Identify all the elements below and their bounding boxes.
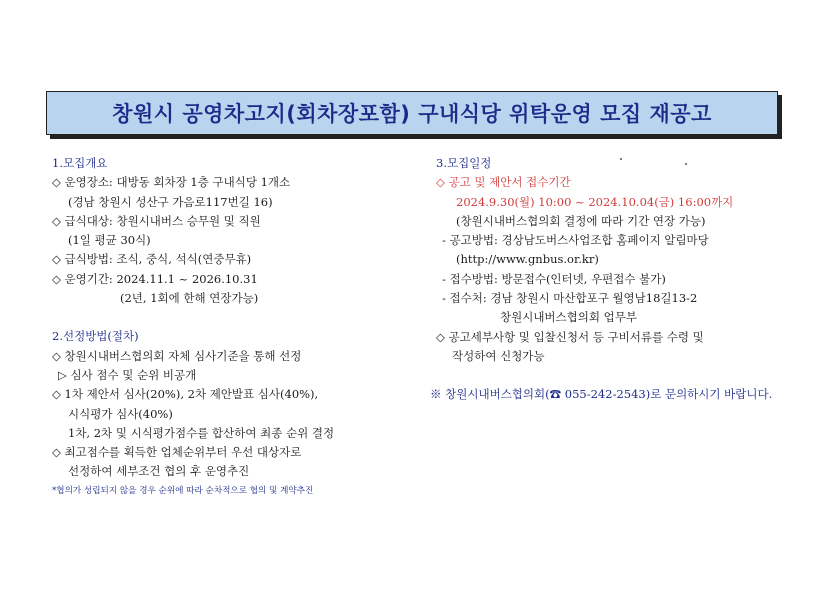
- meal-method: ◇ 급식방법: 조식, 중식, 석식(연중무휴): [52, 252, 252, 267]
- left-column: [52, 154, 334, 501]
- announcement-url: (http://www.gnbus.or.kr): [456, 252, 599, 267]
- review-stages: ◇ 1차 제안서 심사(20%), 2차 제안발표 심사(40%),: [52, 387, 319, 402]
- right-column: [430, 154, 773, 405]
- meal-average: (1일 평균 30식): [68, 233, 151, 248]
- operation-extension: (2년, 1회에 한해 연장가능): [120, 291, 259, 306]
- submission-department: 창원시내버스협의회 업무부: [500, 310, 637, 325]
- section3-heading: 3.모집일정: [436, 156, 492, 170]
- section1-heading: 1.모집개요: [52, 156, 108, 170]
- announcement-method: - 공고방법: 경상남도버스사업조합 홈페이지 알림마당: [442, 233, 709, 248]
- top-score-priority: ◇ 최고점수를 획득한 업체순위부터 우선 대상자로: [52, 445, 302, 460]
- meal-target: ◇ 급식대상: 창원시내버스 승무원 및 직원: [52, 213, 261, 228]
- documents-info: ◇ 공고세부사항 및 입찰신청서 등 구비서류를 수령 및: [436, 329, 704, 344]
- negotiation-operation: 선정하여 세부조건 협의 후 운영추진: [68, 464, 250, 479]
- selection-criteria: ◇ 창원시내버스협의회 자체 심사기준을 통해 선정: [52, 348, 302, 363]
- operation-place: ◇ 운영장소: 대방동 회차장 1층 구내식당 1개소: [52, 175, 291, 190]
- submission-period: 2024.9.30(월) 10:00 ~ 2024.10.04(금) 16:00까지: [456, 194, 734, 209]
- negotiation-note: *협의가 성립되지 않을 경우 순위에 따라 순차적으로 협의 및 계약추진: [52, 485, 314, 496]
- notice-title: 창원시 공영차고지(회차장포함) 구내식당 위탁운영 모집 재공고: [112, 102, 712, 126]
- submission-place: - 접수처: 경남 창원시 마산합포구 월영남18길13-2: [442, 291, 698, 306]
- scan-speck: [685, 163, 687, 165]
- section2-heading: 2.선정방법(절차): [52, 329, 139, 344]
- notice-title-banner: [46, 91, 778, 135]
- submission-method: - 접수방법: 방문접수(인터넷, 우편접수 불가): [442, 271, 666, 286]
- final-ranking: 1차, 2차 및 시식평가점수를 합산하여 최종 순위 결정: [68, 425, 335, 440]
- documents-apply: 작성하여 신청가능: [452, 348, 545, 363]
- scan-speck: [620, 158, 622, 160]
- contact-info: ※ 창원시내버스협의회(☎ 055-242-2543)로 문의하시기 바랍니다.: [430, 387, 773, 402]
- operation-address: (경남 창원시 성산구 가음로117번길 16): [68, 194, 273, 209]
- score-nondisclosure: ▷ 심사 점수 및 순위 비공개: [58, 367, 197, 382]
- operation-period: ◇ 운영기간: 2024.11.1 ~ 2026.10.31: [52, 271, 258, 286]
- period-extension-note: (창원시내버스협의회 결정에 따라 기간 연장 가능): [456, 213, 706, 228]
- submission-period-heading: ◇ 공고 및 제안서 접수기간: [436, 175, 571, 190]
- tasting-review: 시식평가 심사(40%): [68, 406, 173, 421]
